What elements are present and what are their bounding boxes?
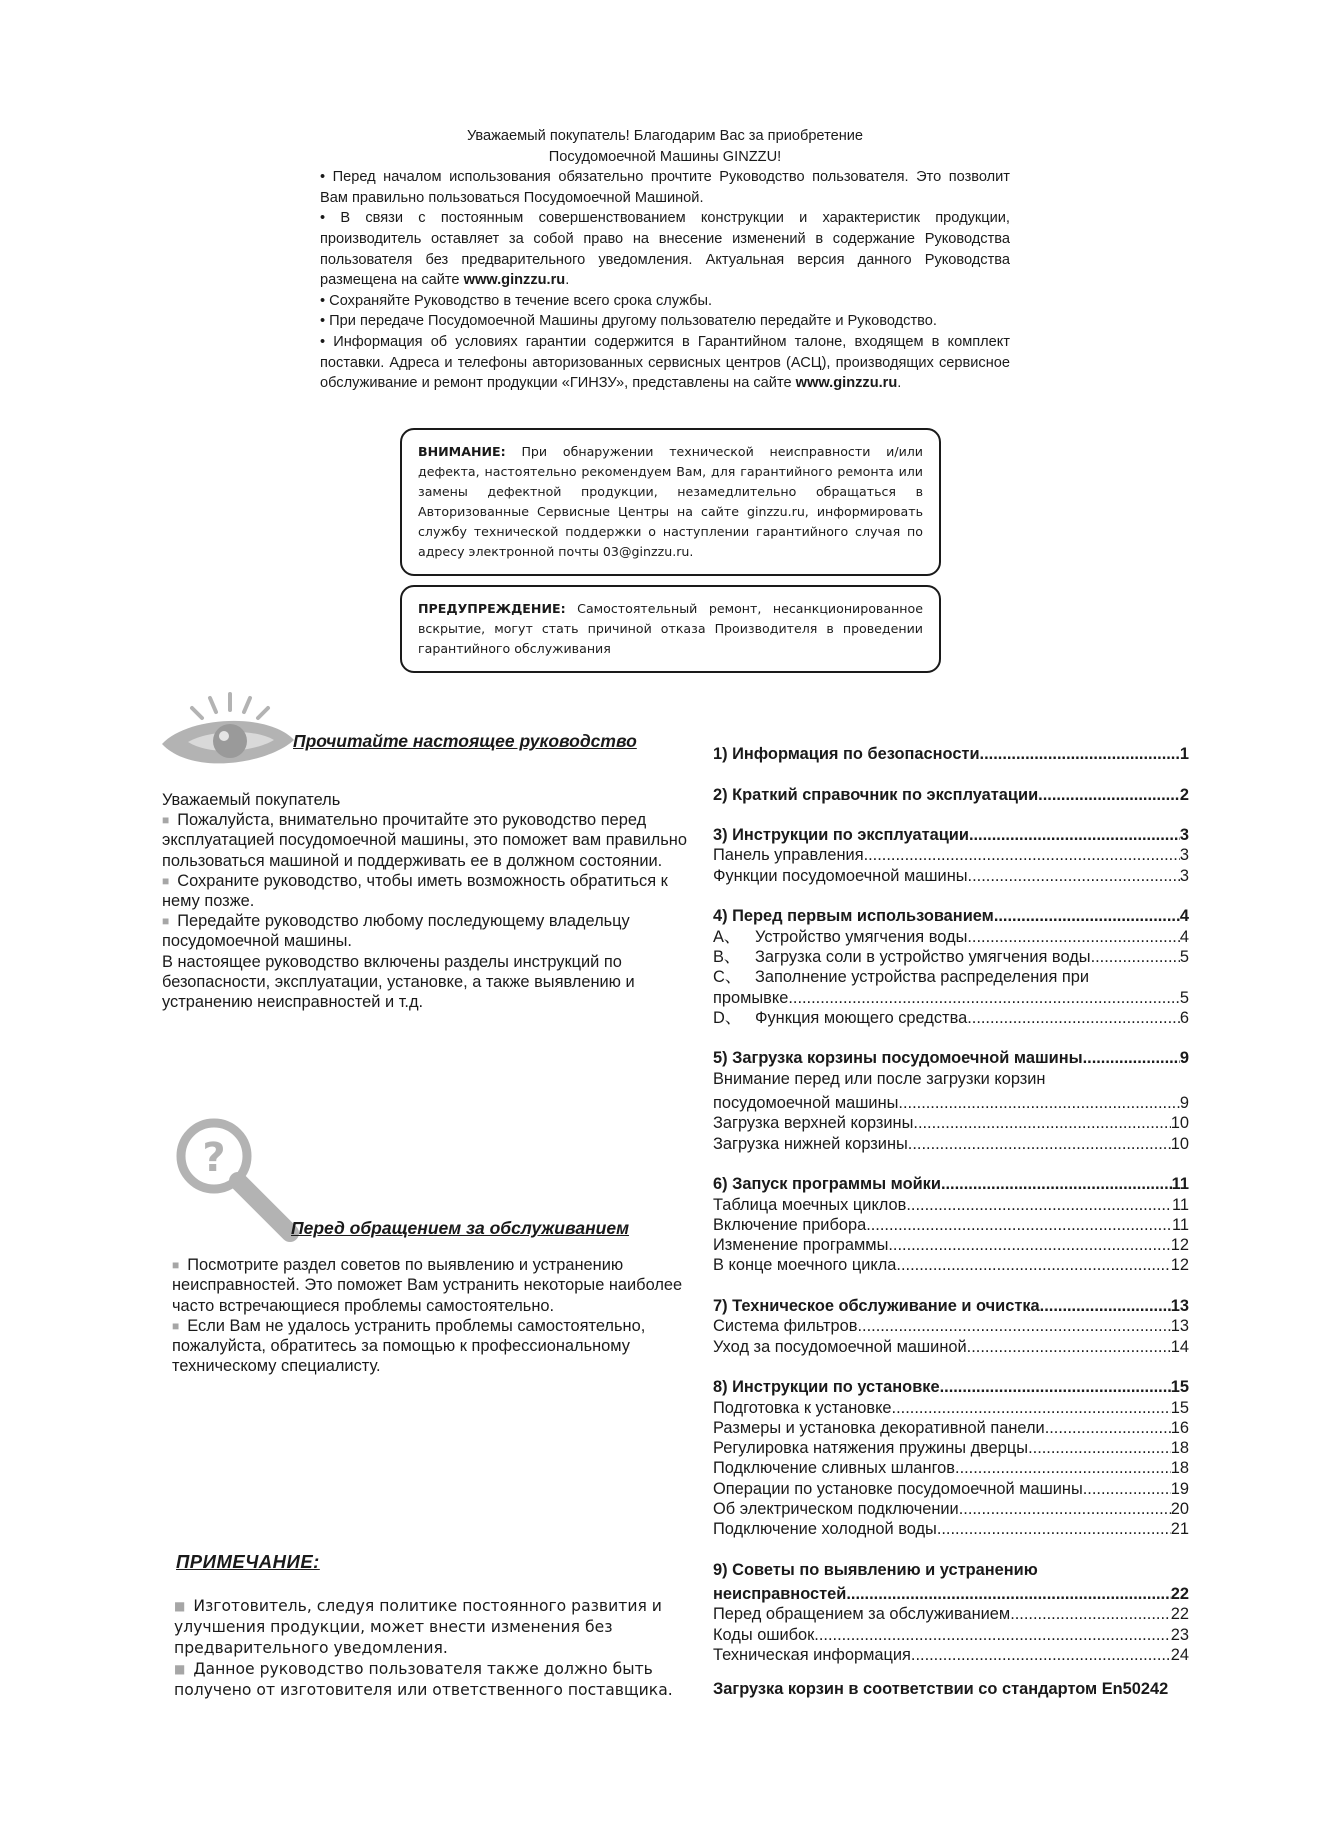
toc-entry-start[interactable]: Внимание перед или после загрузки корзин (713, 1069, 1046, 1088)
square-bullet-icon: ■ (174, 1662, 186, 1676)
note-item-1: ■ Изготовитель, следуя политике постоянного развития и улучшения продукции, может внести изменения без предварительного уведомления. (174, 1597, 662, 1657)
intro-greeting-2: Посудомоечной Машины GINZZU! (548, 148, 782, 165)
toc-section-8 (713, 1377, 1189, 1539)
toc-entry[interactable]: Коды ошибок ..... 23 (713, 1625, 1189, 1645)
toc-entry[interactable]: Таблица моечных циклов ..... 11 (713, 1195, 1189, 1215)
toc-entry[interactable]: Регулировка натяжения пружины дверцы ..... 18 (713, 1438, 1189, 1458)
read-item-3: ■ Передайте руководство любому последующему владельцу посудомоечной машины. (162, 912, 630, 951)
toc-entry[interactable]: Об электрическом подключении ..... 20 (713, 1499, 1189, 1519)
toc-entry[interactable]: Функции посудомоечной машины ..... 3 (713, 866, 1189, 886)
intro-block (320, 126, 1010, 394)
toc-section-9 (713, 1560, 1189, 1665)
read-item-2: ■ Сохраните руководство, чтобы иметь возможность обратиться к нему позже. (162, 871, 668, 911)
toc-heading[interactable]: 3) Инструкции по эксплуатации ..... 3 (713, 825, 1189, 845)
toc-entry[interactable]: Подключение сливных шлангов ..... 18 (713, 1458, 1189, 1478)
read-item-1: ■ Пожалуйста, внимательно прочитайте это руководство перед эксплуатацией посудомоечной машины, это поможет вам правильно пользоваться машиной и поддерживать ее в должном состоянии. (162, 811, 687, 870)
toc-entry[interactable]: Подключение холодной воды ..... 21 (713, 1519, 1189, 1539)
toc-entry[interactable]: Техническая информация ..... 24 (713, 1645, 1189, 1665)
intro-paragraph-3: • Сохраняйте Руководство в течение всего срока службы. (320, 292, 713, 309)
warning-label: ВНИМАНИЕ: (418, 444, 506, 459)
toc-entry[interactable]: Операции по установке посудомоечной машины ..... 19 (713, 1479, 1189, 1499)
table-of-contents (713, 744, 1189, 1686)
toc-heading[interactable]: 5) Загрузка корзины посудомоечной машины ..... 9 (713, 1048, 1189, 1068)
intro-paragraph-4: • При передаче Посудомоечной Машины другому пользователю передайте и Руководство. (320, 313, 937, 330)
square-bullet-icon: ■ (162, 813, 170, 828)
toc-entry[interactable]: Система фильтров ..... 13 (713, 1316, 1189, 1336)
warning-box (400, 428, 941, 576)
read-manual-body (162, 790, 702, 1012)
toc-entry[interactable]: Панель управления ..... 3 (713, 845, 1189, 865)
toc-entry-start[interactable]: C、 Заполнение устройства распределения при (713, 968, 1090, 987)
svg-text:?: ? (202, 1135, 226, 1181)
intro-paragraph-1: • Перед началом использования обязательно прочтите Руководство пользователя. Это позволит Вам правильно пользоваться Посудомоечной Машиной. (320, 169, 1010, 206)
square-bullet-icon: ■ (162, 914, 170, 929)
intro-site-link-1: www.ginzzu.ru (463, 272, 566, 289)
eye-icon (158, 690, 298, 780)
read-manual-heading: Прочитайте настоящее руководство (293, 731, 637, 751)
toc-entry[interactable]: Уход за посудомоечной машиной ..... 14 (713, 1337, 1189, 1357)
toc-section-2 (713, 785, 1189, 805)
service-item-1: ■ Посмотрите раздел советов по выявлению и устранению неисправностей. Это поможет Вам устранить некоторые наиболее часто встречающиеся проблемы самостоятельно. (172, 1256, 683, 1315)
toc-entry[interactable]: Включение прибора ..... 11 (713, 1215, 1189, 1235)
toc-entry[interactable]: Изменение программы ..... 12 (713, 1235, 1189, 1255)
intro-greeting-1: Уважаемый покупатель! Благодарим Вас за приобретение (466, 128, 864, 144)
toc-section-4 (713, 906, 1189, 1028)
toc-entry[interactable]: В конце моечного цикла ..... 12 (713, 1255, 1189, 1275)
toc-section-1 (713, 744, 1189, 764)
toc-section-6 (713, 1174, 1189, 1275)
caution-label: ПРЕДУПРЕЖДЕНИЕ: (418, 601, 566, 616)
toc-entry[interactable]: посудомоечной машины ..... 9 (713, 1093, 1189, 1113)
read-salutation: Уважаемый покупатель (162, 791, 341, 809)
toc-heading-start[interactable]: 9) Советы по выявлению и устранению (713, 1560, 1038, 1579)
square-bullet-icon: ■ (172, 1258, 180, 1272)
warning-text: При обнаружении технической неисправности и/или дефекта, настоятельно рекомендуем Вам, для гарантийного ремонта или замены дефектной продукции, незамедлительно обращаться в Авторизованные Сервисные Центры на сайте ginzzu.ru, информировать службу технической поддержки о наступлении гарантийного случая по адресу электронной почты 03@ginzzu.ru. (418, 444, 923, 559)
intro-site-link-2: www.ginzzu.ru (795, 375, 898, 392)
toc-entry[interactable]: Размеры и установка декоративной панели ..... 16 (713, 1418, 1189, 1438)
toc-entry[interactable]: промывке ..... 5 (713, 988, 1189, 1008)
square-bullet-icon: ■ (162, 873, 170, 888)
standard-note: Загрузка корзин в соответствии со стандартом En50242 (713, 1680, 1169, 1698)
note-heading: ПРИМЕЧАНИЕ: (176, 1551, 320, 1572)
caution-text: Самостоятельный ремонт, несанкционированное вскрытие, могут стать причиной отказа Производителя в проведении гарантийного обслуживания (418, 601, 923, 656)
square-bullet-icon: ■ (174, 1599, 186, 1613)
toc-entry[interactable]: Перед обращением за обслуживанием ..... 22 (713, 1604, 1189, 1624)
service-heading: Перед обращением за обслуживанием (291, 1218, 630, 1238)
caution-box (400, 585, 941, 673)
toc-heading[interactable]: 6) Запуск программы мойки ..... 11 (713, 1174, 1189, 1194)
intro-paragraph-5: • Информация об условиях гарантии содержится в Гарантийном талоне, входящем в комплект поставки. Адреса и телефоны авторизованных сервисных центров (АСЦ), производящих сервисное обслуживание и ремонт продукции «ГИНЗУ», представлены на сайте www.ginzzu.ru. (320, 333, 1010, 392)
toc-heading[interactable]: 7) Техническое обслуживание и очистка ..... 13 (713, 1296, 1189, 1316)
toc-heading[interactable]: 2) Краткий справочник по эксплуатации ..... 2 (713, 785, 1189, 805)
note-body (174, 1596, 694, 1701)
toc-entry[interactable]: Подготовка к установке ..... 15 (713, 1398, 1189, 1418)
toc-heading[interactable]: неисправностей ..... 22 (713, 1584, 1189, 1604)
toc-entry[interactable]: B、 Загрузка соли в устройство умягчения воды ..... 5 (713, 947, 1189, 967)
square-bullet-icon: ■ (172, 1318, 180, 1333)
toc-entry[interactable]: Загрузка нижней корзины ..... 10 (713, 1134, 1189, 1154)
toc-section-3 (713, 825, 1189, 886)
read-closing: В настоящее руководство включены разделы инструкций по безопасности, эксплуатации, установке, а также выявлению и устранению неисправностей и т.д. (162, 952, 635, 1012)
service-item-2: ■ Если Вам не удалось устранить проблемы самостоятельно, пожалуйста, обратитесь за помощью к профессиональному техническому специалисту. (172, 1316, 646, 1376)
toc-section-7 (713, 1296, 1189, 1357)
toc-heading[interactable]: 1) Информация по безопасности ..... .1 (713, 744, 1189, 764)
service-body (172, 1255, 692, 1377)
toc-entry[interactable]: D、 Функция моющего средства ..... 6 (713, 1008, 1189, 1028)
toc-section-5 (713, 1048, 1189, 1153)
toc-entry[interactable]: A、 Устройство умягчения воды ..... 4 (713, 927, 1189, 947)
toc-heading[interactable]: 8) Инструкции по установке ..... 15 (713, 1377, 1189, 1397)
note-item-2: ■ Данное руководство пользователя также должно быть получено от изготовителя или ответственного поставщика. (174, 1660, 673, 1699)
toc-entry[interactable]: Загрузка верхней корзины ..... 10 (713, 1113, 1189, 1133)
toc-heading[interactable]: 4) Перед первым использованием ..... 4 (713, 906, 1189, 926)
intro-paragraph-2: • В связи с постоянным совершенствованием конструкции и характеристик продукции, производитель оставляет за собой право на внесение изменений в содержание Руководства пользователя без предварительного уведомления. Актуальная версия данного Руководства размещена на сайте www.ginzzu.ru. (320, 210, 1010, 289)
